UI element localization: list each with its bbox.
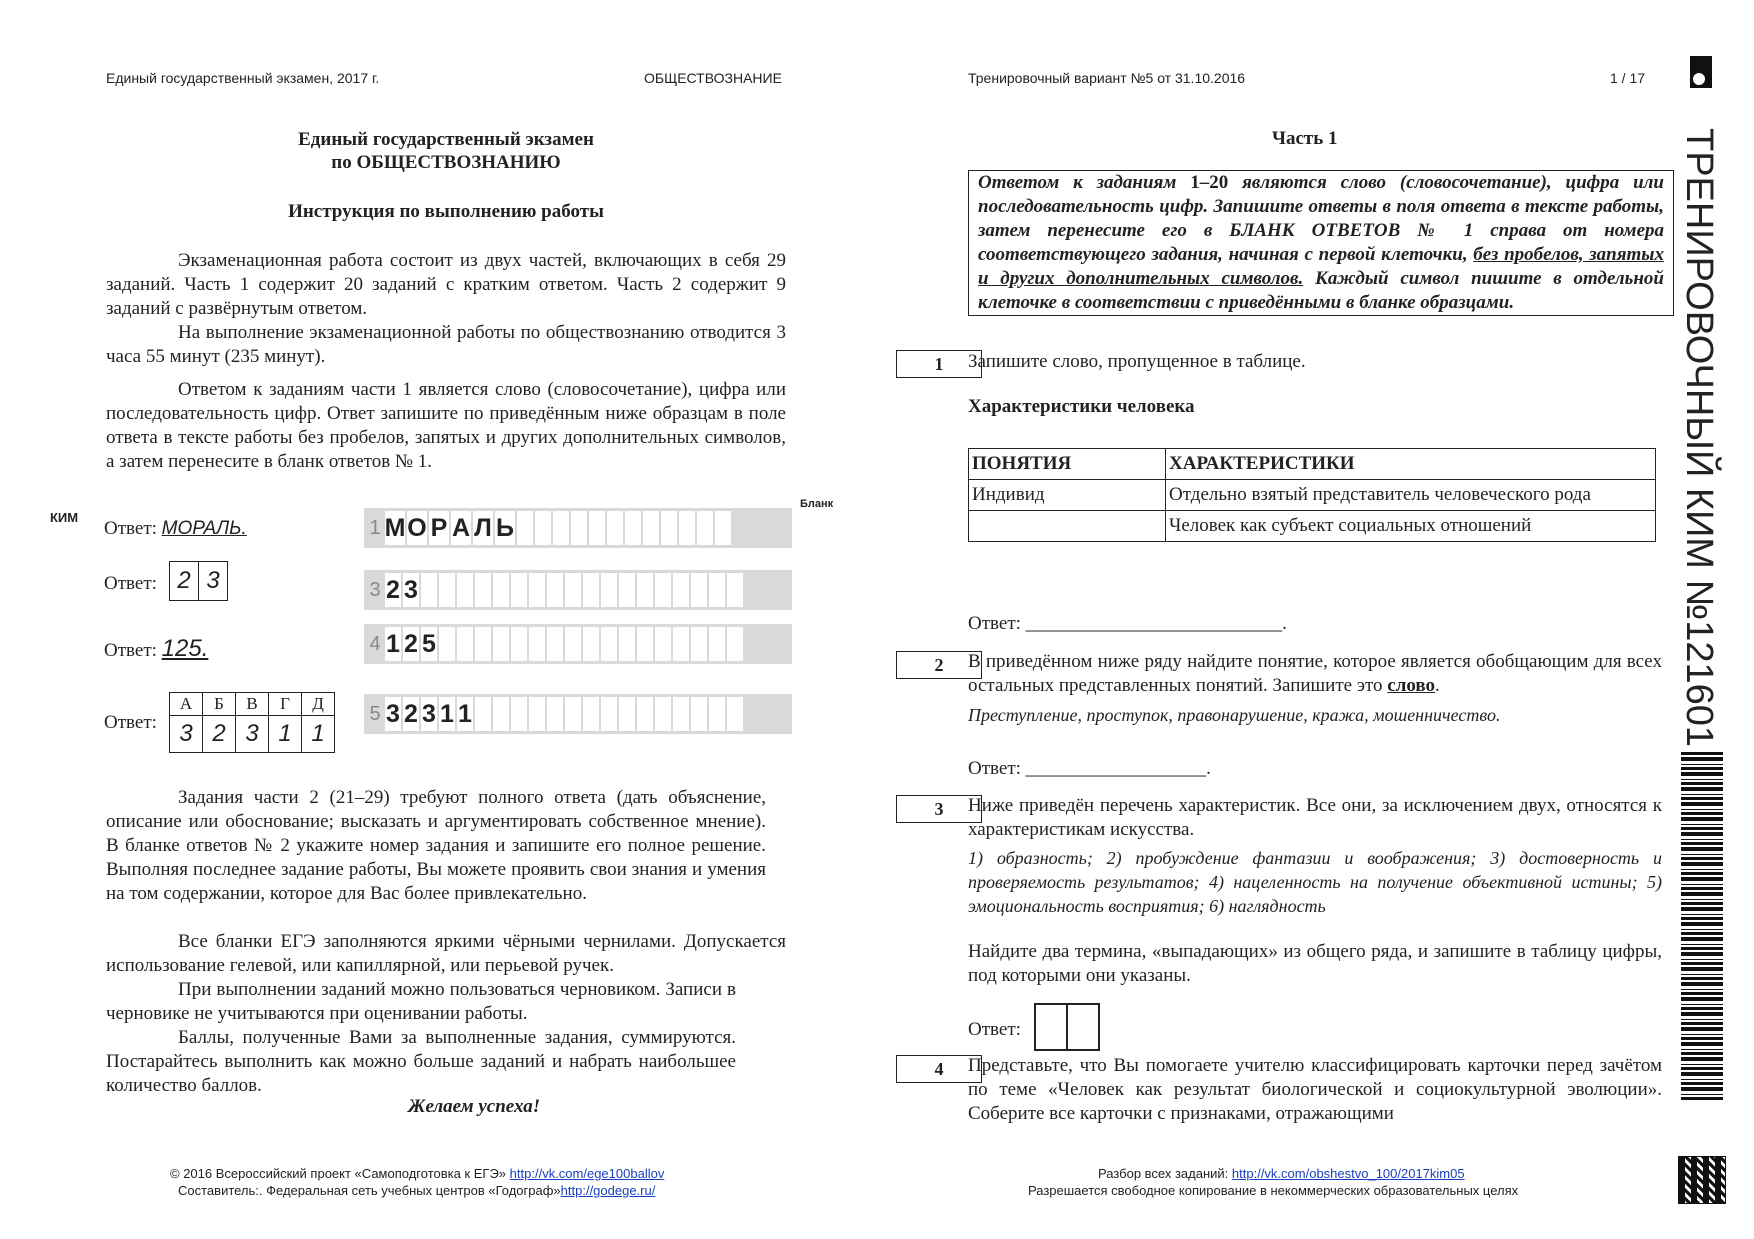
sample-form-strip-3 — [364, 624, 792, 664]
letter-cell: Д — [302, 693, 335, 716]
footer-right-1 — [1098, 1166, 1465, 1181]
letter-cell: А — [170, 693, 203, 716]
question-1-answer-line[interactable]: Ответ: ___________________________. — [968, 613, 1287, 634]
strip-cell: 1 — [385, 627, 401, 661]
instr-part: Ответом к заданиям — [978, 172, 1191, 193]
question-1-table-title: Характеристики человека — [968, 396, 1195, 417]
strip-cell: А — [451, 511, 471, 545]
sample-1-handwriting: МОРАЛЬ. — [161, 518, 247, 539]
strip-cell: 1 — [439, 697, 455, 731]
digit-cell: 2 — [203, 716, 236, 753]
footer-analysis-link[interactable]: http://vk.com/obshestvo_100/2017kim05 — [1231, 1166, 1465, 1181]
table-cell: Человек как субъект социальных отношений — [1166, 511, 1656, 542]
draft-paragraph: При выполнении заданий можно пользоваться черновиком. Записи в черновике не учитываются при оценивании работы. — [106, 979, 736, 1024]
letter-cell: Г — [269, 693, 302, 716]
strip-cell: 3 — [421, 697, 437, 731]
question-3-task: Найдите два термина, «выпадающих» из общего ряда, и запишите в таблицу цифры, под которыми они указаны. — [968, 941, 1662, 986]
question-3-number: 3 — [896, 795, 982, 823]
letter-cell: В — [236, 693, 269, 716]
strip-cell: 1 — [457, 697, 473, 731]
question-2-list: Преступление, проступок, правонарушение, кража, мошенничество. — [968, 705, 1501, 725]
digit-cell: 1 — [302, 716, 335, 753]
answer-label: Ответ: — [104, 573, 157, 594]
strip-cell: Л — [473, 511, 493, 545]
strip-cell: Ь — [495, 511, 515, 545]
instr-underlined: без пробелов, запятых и других дополнительных символов. — [978, 244, 1664, 289]
letter-cell: Б — [203, 693, 236, 716]
corner-marker-icon — [1690, 56, 1712, 88]
intro-paragraph-2: На выполнение экзаменационной работы по обществознанию отводится 3 часа 55 минут (235 минут). — [106, 322, 786, 367]
vertical-kim-title: ТРЕНИРОВОЧНЫЙ КИМ №121601 — [1678, 128, 1720, 748]
answer-label: Ответ: — [968, 1019, 1021, 1040]
question-3-list: 1) образность; 2) пробуждение фантазии и воображения; 3) достоверность и проверяемость результатов; 4) нацеленность на получение объективной истины; 5) эмоциональность восприятия; 6) наглядность — [968, 848, 1662, 916]
intro-paragraph-3: Ответом к заданиям части 1 является слово (словосочетание), цифра или последовательность цифр. Ответ запишите по приведённым ниже образцам в поле ответа в тексте работы без пробелов, запятых и других дополнительных символов, а затем перенесите в бланк ответов № 1. — [106, 379, 786, 472]
footer-copyright: © 2016 Всероссийский проект «Самоподготовка к ЕГЭ» — [170, 1166, 507, 1181]
digit-cell: 3 — [236, 716, 269, 753]
strip-cell: 5 — [421, 627, 437, 661]
header-exam-title: Единый государственный экзамен, 2017 г. — [106, 70, 380, 86]
header-variant: Тренировочный вариант №5 от 31.10.2016 — [968, 70, 1246, 86]
answer-box[interactable] — [1034, 1003, 1068, 1051]
answer-box: 2 — [169, 561, 199, 601]
wish-text: Желаем успеха! — [408, 1096, 541, 1117]
sample-form-strip-4 — [364, 694, 792, 734]
question-2-answer-line[interactable]: Ответ: ___________________. — [968, 758, 1211, 779]
question-2-text — [968, 650, 1662, 698]
qr-code-icon — [1678, 1156, 1726, 1204]
barcode-icon — [1681, 752, 1723, 1100]
answer-label: Ответ: — [104, 640, 157, 661]
blank-label: Бланк — [800, 498, 834, 510]
strip-cell: 2 — [403, 627, 419, 661]
q2-text-part: . — [1435, 675, 1440, 696]
kim-label: КИМ — [50, 510, 79, 525]
digit-cell: 3 — [170, 716, 203, 753]
footer-vk-link[interactable]: http://vk.com/ege100ballov — [509, 1166, 665, 1181]
strip-cell: М — [385, 511, 405, 545]
strip-number: 3 — [369, 578, 381, 601]
strip-cell: 2 — [385, 573, 401, 607]
instr-part: Каждый символ пишите в отдельной клеточке в соответствии с приведёнными в бланке образцами. — [978, 268, 1664, 313]
footer-left-1 — [170, 1166, 664, 1181]
table-header-characteristics: ХАРАКТЕРИСТИКИ — [1166, 449, 1656, 480]
title-line-1: Единый государственный экзамен — [298, 129, 594, 150]
sample-answer-3 — [104, 635, 208, 663]
footer-analysis: Разбор всех заданий: — [1098, 1166, 1232, 1181]
page-number: 1 / 17 — [1610, 70, 1646, 86]
question-1-text: Запишите слово, пропущенное в таблице. — [968, 351, 1306, 372]
sample-form-strip-1 — [364, 508, 792, 548]
answer-label: Ответ: — [104, 712, 157, 733]
table-cell-missing — [969, 511, 1166, 542]
strip-cell: О — [407, 511, 427, 545]
strip-cell: 3 — [385, 697, 401, 731]
answer-box: 3 — [199, 561, 228, 601]
strip-number: 1 — [369, 516, 381, 539]
footer-author: Составитель:. Федеральная сеть учебных центров «Годограф» — [178, 1183, 561, 1198]
question-1-table — [968, 448, 1656, 542]
part2-paragraph: Задания части 2 (21–29) требуют полного ответа (дать объяснение, описание или обоснование; высказать и аргументировать собственное мнение). В бланке ответов № 2 укажите номер задания и запишите его полное решение. Выполняя последнее задание работы, Вы можете проявить свои знания и умения на том содержании, которое для Вас более привлекательно. — [106, 787, 766, 904]
question-1-number: 1 — [896, 350, 982, 378]
answer-box[interactable] — [1068, 1003, 1100, 1051]
instr-part: являются слово (словосочетание), цифра или последовательность цифр. Запишите ответы в поля ответа в тексте работы, затем перенесите его в БЛАНК ОТВЕТОВ № 1 справа от номера соответствующего задания, начиная с первой клеточки, — [978, 172, 1664, 265]
digit-cell: 1 — [269, 716, 302, 753]
instr-range: 1–20 — [1190, 172, 1229, 193]
question-3-text: Ниже приведён перечень характеристик. Все они, за исключением двух, относятся к характеристикам искусства. — [968, 795, 1662, 840]
instruction-title: Инструкция по выполнению работы — [288, 201, 604, 222]
ink-paragraph: Все бланки ЕГЭ заполняются яркими чёрными чернилами. Допускается использование гелевой, или капиллярной, или перьевой ручек. — [106, 931, 786, 976]
strip-cell: 2 — [403, 697, 419, 731]
sample-form-strip-2 — [364, 570, 792, 610]
sample-2-boxes — [169, 561, 228, 601]
part-1-title: Часть 1 — [1272, 128, 1338, 149]
strip-cell: Р — [429, 511, 449, 545]
header-subject: ОБЩЕСТВОЗНАНИЕ — [644, 70, 782, 86]
q2-text-part: В приведённом ниже ряду найдите понятие, которое является обобщающим для всех остальных представленных понятий. Запишите это — [968, 651, 1662, 696]
strip-number: 4 — [369, 632, 381, 655]
table-cell: Индивид — [969, 480, 1166, 511]
sample-4-table — [169, 692, 335, 753]
footer-left-2 — [178, 1183, 655, 1198]
strip-number: 5 — [369, 702, 381, 725]
strip-cell: 3 — [403, 573, 419, 607]
part-1-instruction-box — [968, 170, 1674, 316]
intro-paragraph-1: Экзаменационная работа состоит из двух частей, включающих в себя 29 заданий. Часть 1 содержит 20 заданий с кратким ответом. Часть 2 содержит 9 заданий с развёрнутым ответом. — [106, 250, 786, 319]
q2-keyword: слово — [1387, 675, 1436, 696]
answer-label: Ответ: — [104, 518, 157, 539]
footer-godege-link[interactable]: http://godege.ru/ — [560, 1183, 656, 1198]
question-4-number: 4 — [896, 1055, 982, 1083]
sample-3-handwriting: 125. — [161, 635, 209, 662]
question-3-answer-boxes[interactable] — [1034, 1003, 1100, 1051]
question-2-number: 2 — [896, 651, 982, 679]
title-line-2: по ОБЩЕСТВОЗНАНИЮ — [331, 152, 561, 173]
table-header-concepts: ПОНЯТИЯ — [969, 449, 1166, 480]
footer-right-2: Разрешается свободное копирование в некоммерческих образовательных целях — [1028, 1183, 1519, 1198]
page-title — [106, 128, 786, 174]
table-cell: Отдельно взятый представитель человеческого рода — [1166, 480, 1656, 511]
question-4-text: Представьте, что Вы помогаете учителю классифицировать карточки перед зачётом по теме «Человек как результат биологической и социокультурной эволюции». Соберите все карточки с признаками, отражающими — [968, 1055, 1662, 1124]
score-paragraph: Баллы, полученные Вами за выполненные задания, суммируются. Постарайтесь выполнить как можно больше заданий и набрать наибольшее количество баллов. — [106, 1027, 736, 1096]
sample-answer-1 — [104, 518, 247, 540]
